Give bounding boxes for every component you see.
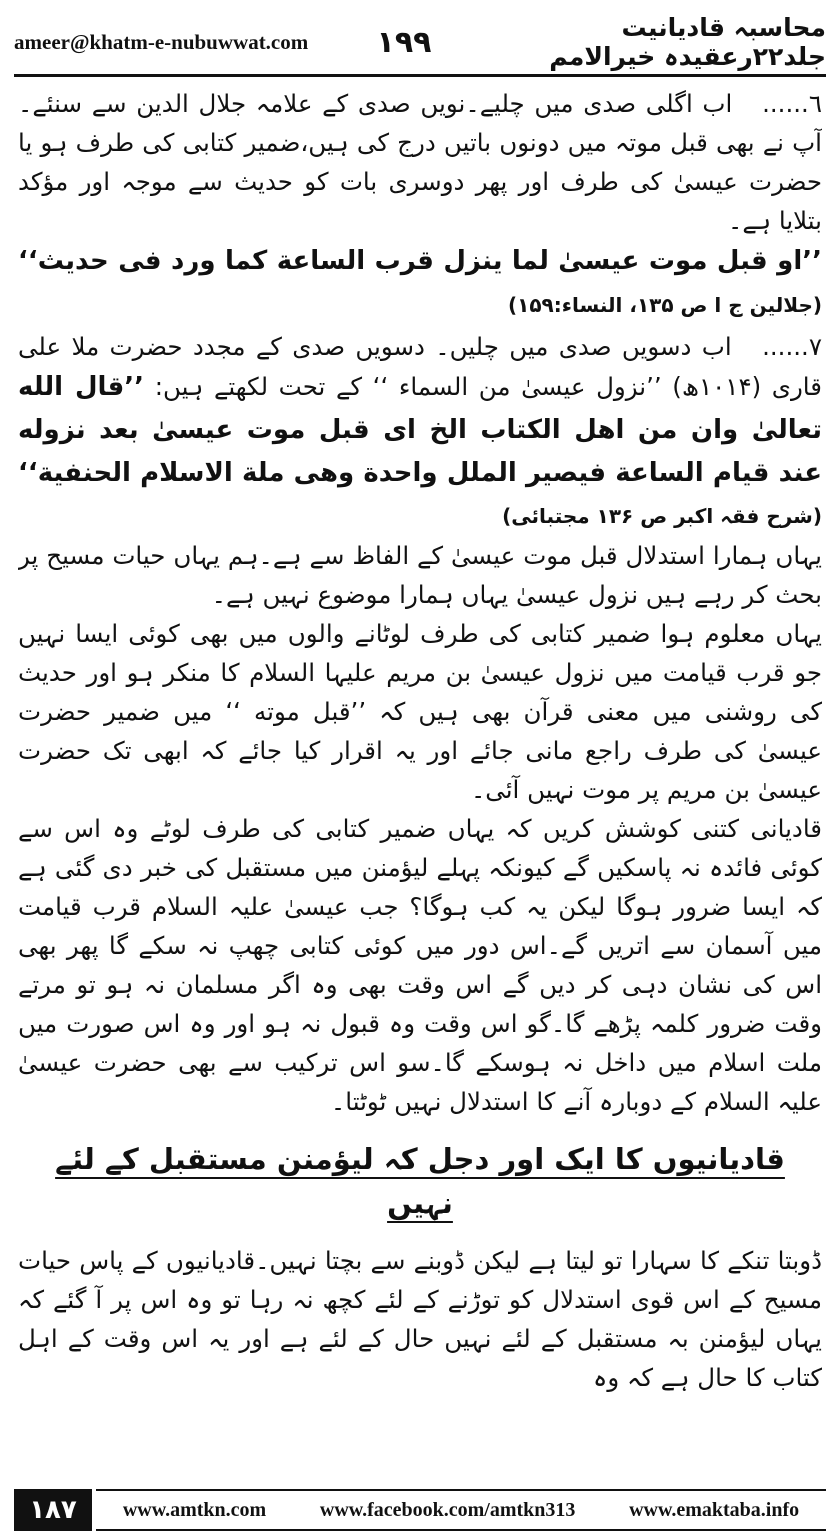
arabic-quote: ’’قال الله تعالیٰ وان من اهل الکتاب الخ ای قبل موت عیسیٰ بعد نزوله عند قیام الساعة فیصیر الملل واحدة وهی ملة الاسلام الحنفیة‘‘ xyxy=(18,372,822,488)
section-heading: قادیانیوں کا ایک اور دجل کہ لیؤمنن مستقبل کے لئے نہیں xyxy=(55,1142,785,1220)
arabic-quote: ’’او قبل موت عیسیٰ لما ینزل قرب الساعة کما ورد فی حدیث‘‘ xyxy=(18,246,822,276)
paragraph-new-section: ڈوبتا تنکے کا سہارا تو لیتا ہے لیکن ڈوبنے سے بچتا نہیں۔قادیانیوں کے پاس حیات مسیح کے اس قوی استدلال کو توڑنے کے لئے کچھ نہ رہا تو وہ اس پر آ گئے کہ یہاں لیؤمنن بہ مستقبل کے لئے نہیں حال کے لئے ہے اور یہ اس وقت کے اہل کتاب کا حال ہے کہ وہ xyxy=(18,1246,822,1392)
footer-page-number: ۱۸۷ xyxy=(14,1489,92,1531)
page-header xyxy=(14,14,826,70)
footer-links xyxy=(96,1489,826,1531)
paragraph-7 xyxy=(18,327,822,536)
footer-link-facebook[interactable]: www.facebook.com/amtkn313 xyxy=(319,1498,576,1521)
paragraph-argument: یہاں ہمارا استدلال قبل موت عیسیٰ کے الفاظ سے ہے۔ہم یہاں حیات مسیح پر بحث کر رہے ہیں نزول عیسیٰ یہاں ہمارا موضوع نہیں ہے۔ xyxy=(18,541,822,609)
paragraph-number: ٦...... xyxy=(762,89,822,118)
header-page-number: ۱۹۹ xyxy=(376,24,432,60)
paragraph-text: اب اگلی صدی میں چلیے۔نویں صدی کے علامہ جلال الدین سے سنئے۔آپ نے بھی قبل موتہ میں دونوں باتیں درج کی ہیں،ضمیر کتابی کی طرف ہو یا حضرت عیسیٰ کی طرف اور پھر دوسری بات کو حدیث سے موجہ اور مؤکد بتلایا ہے۔ xyxy=(18,89,822,235)
paragraph-text: اب دسویں صدی میں چلیں۔ دسویں صدی کے مجدد حضرت ملا علی قاری (۱۰۱۴ھ) ’’نزول عیسیٰ من السماء ‘‘ کے تحت لکھتے ہیں: xyxy=(18,332,822,401)
paragraph-6 xyxy=(18,84,822,240)
quote-reference: (جلالین ج ا ص ۱۳۵، النساء:۱۵۹) xyxy=(507,293,822,317)
header-email[interactable]: ameer@khatm-e-nubuwwat.com xyxy=(14,29,309,54)
footer-link-amtkn[interactable]: www.amtkn.com xyxy=(122,1498,267,1521)
header-rule xyxy=(14,74,826,77)
quote-jalalain xyxy=(18,240,822,327)
paragraph-conclusion: یہاں معلوم ہوا ضمیر کتابی کی طرف لوٹانے والوں میں بھی کوئی ایسا نہیں جو قرب قیامت میں نزول عیسیٰ بن مریم علیہا السلام کا منکر ہو اور حدیث کی روشنی میں معنی قرآن بھی ہیں کہ ’’قبل موته ‘‘ میں ضمیر حضرت عیسیٰ کی طرف راجع مانی جائے اور یہ اقرار کیا جائے کہ ابھی تک حضرت عیسیٰ بن مریم پر موت نہیں آئی۔ xyxy=(18,619,822,804)
header-book-title: محاسبہ قادیانیت جلد۲۲رعقیدہ خیرالامم xyxy=(549,13,826,71)
page-body xyxy=(18,84,822,1474)
quote-reference: (شرح فقہ اکبر ص ۱۳۶ مجتبائی) xyxy=(502,504,822,528)
footer-link-emaktaba[interactable]: www.emaktaba.info xyxy=(629,1498,800,1521)
page-footer xyxy=(14,1488,826,1532)
paragraph-qadiani-effort: قادیانی کتنی کوشش کریں کہ یہاں ضمیر کتابی کی طرف لوٹے وہ اس سے کوئی فائدہ نہ پاسکیں گے کیونکہ پہلے لیؤمنن میں مستقبل کی خبر دی گئی ہے کہ ایسا ضرور ہوگا لیکن یہ کب ہوگا؟ جب عیسیٰ علیہ السلام قرب قیامت میں آسمان سے اتریں گے۔اس دور میں کوئی کتابی چھپ نہ سکے گا پھر بھی اس کی نشان دہی کر دیں گے اس وقت بھی وہ اگر مسلمان نہ ہو تو مرتے وقت ضرور کلمہ پڑھے گا۔گو اس وقت وہ قبول نہ ہو اور وہ اس صورت میں ملت اسلام میں داخل نہ ہوسکے گا۔سو اس ترکیب سے بھی حضرت عیسیٰ علیہ السلام کے دوبارہ آنے کا استدلال نہیں ٹوٹتا۔ xyxy=(18,814,822,1116)
paragraph-number: ٧...... xyxy=(762,332,822,361)
